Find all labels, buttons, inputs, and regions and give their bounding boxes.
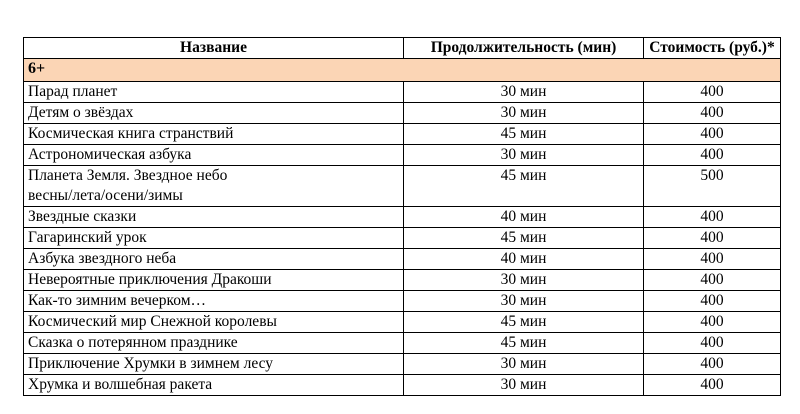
header-name: Название xyxy=(24,38,404,59)
program-name-line-2: весны/лета/осени/зимы xyxy=(28,187,183,204)
table-row xyxy=(24,82,781,103)
program-name: Детям о звёздах xyxy=(24,103,404,124)
program-name: Сказка о потерянном празднике xyxy=(24,333,404,354)
program-duration: 30 мин xyxy=(404,354,644,375)
program-name-line-1: Планета Земля. Звездное небо xyxy=(28,167,228,184)
program-duration: 30 мин xyxy=(404,270,644,291)
program-price-table xyxy=(23,37,781,396)
program-name: Азбука звездного неба xyxy=(24,249,404,270)
table-row xyxy=(24,228,781,249)
table-row xyxy=(24,249,781,270)
program-duration: 30 мин xyxy=(404,82,644,103)
program-duration: 40 мин xyxy=(404,207,644,228)
program-name: Астрономическая азбука xyxy=(24,145,404,166)
table-row xyxy=(24,270,781,291)
program-price: 400 xyxy=(644,333,781,354)
program-price: 400 xyxy=(644,124,781,145)
program-duration: 45 мин xyxy=(404,124,644,145)
program-name: Как-то зимним вечерком… xyxy=(24,291,404,312)
program-price: 400 xyxy=(644,228,781,249)
program-duration: 30 мин xyxy=(404,291,644,312)
program-name: Звездные сказки xyxy=(24,207,404,228)
header-duration: Продолжительность (мин) xyxy=(404,38,644,59)
program-price: 500 xyxy=(644,166,781,207)
program-price: 400 xyxy=(644,145,781,166)
table-row xyxy=(24,207,781,228)
program-name: Парад планет xyxy=(24,82,404,103)
program-price: 400 xyxy=(644,103,781,124)
program-name: Приключение Хрумки в зимнем лесу xyxy=(24,354,404,375)
table-row xyxy=(24,291,781,312)
program-price: 400 xyxy=(644,375,781,396)
price-table-wrapper xyxy=(23,37,780,396)
program-duration: 45 мин xyxy=(404,333,644,354)
table-row xyxy=(24,333,781,354)
program-price: 400 xyxy=(644,354,781,375)
table-header-row xyxy=(24,38,781,59)
age-group-label: 6+ xyxy=(24,59,781,82)
program-price: 400 xyxy=(644,207,781,228)
program-duration: 45 мин xyxy=(404,312,644,333)
table-row xyxy=(24,312,781,333)
program-name: Невероятные приключения Дракоши xyxy=(24,270,404,291)
table-row xyxy=(24,375,781,396)
header-price: Стоимость (руб.)* xyxy=(644,38,781,59)
program-duration: 30 мин xyxy=(404,375,644,396)
table-row xyxy=(24,103,781,124)
program-duration: 45 мин xyxy=(404,166,644,207)
program-name: Хрумка и волшебная ракета xyxy=(24,375,404,396)
program-duration: 40 мин xyxy=(404,249,644,270)
program-price: 400 xyxy=(644,291,781,312)
program-name xyxy=(24,166,404,207)
age-group-row xyxy=(24,59,781,82)
table-row xyxy=(24,354,781,375)
program-name: Космическая книга странствий xyxy=(24,124,404,145)
program-price: 400 xyxy=(644,82,781,103)
program-price: 400 xyxy=(644,249,781,270)
program-price: 400 xyxy=(644,270,781,291)
program-name: Космический мир Снежной королевы xyxy=(24,312,404,333)
program-price: 400 xyxy=(644,312,781,333)
table-row xyxy=(24,124,781,145)
program-duration: 30 мин xyxy=(404,145,644,166)
table-row xyxy=(24,166,781,207)
program-duration: 30 мин xyxy=(404,103,644,124)
program-name: Гагаринский урок xyxy=(24,228,404,249)
program-duration: 45 мин xyxy=(404,228,644,249)
table-row xyxy=(24,145,781,166)
